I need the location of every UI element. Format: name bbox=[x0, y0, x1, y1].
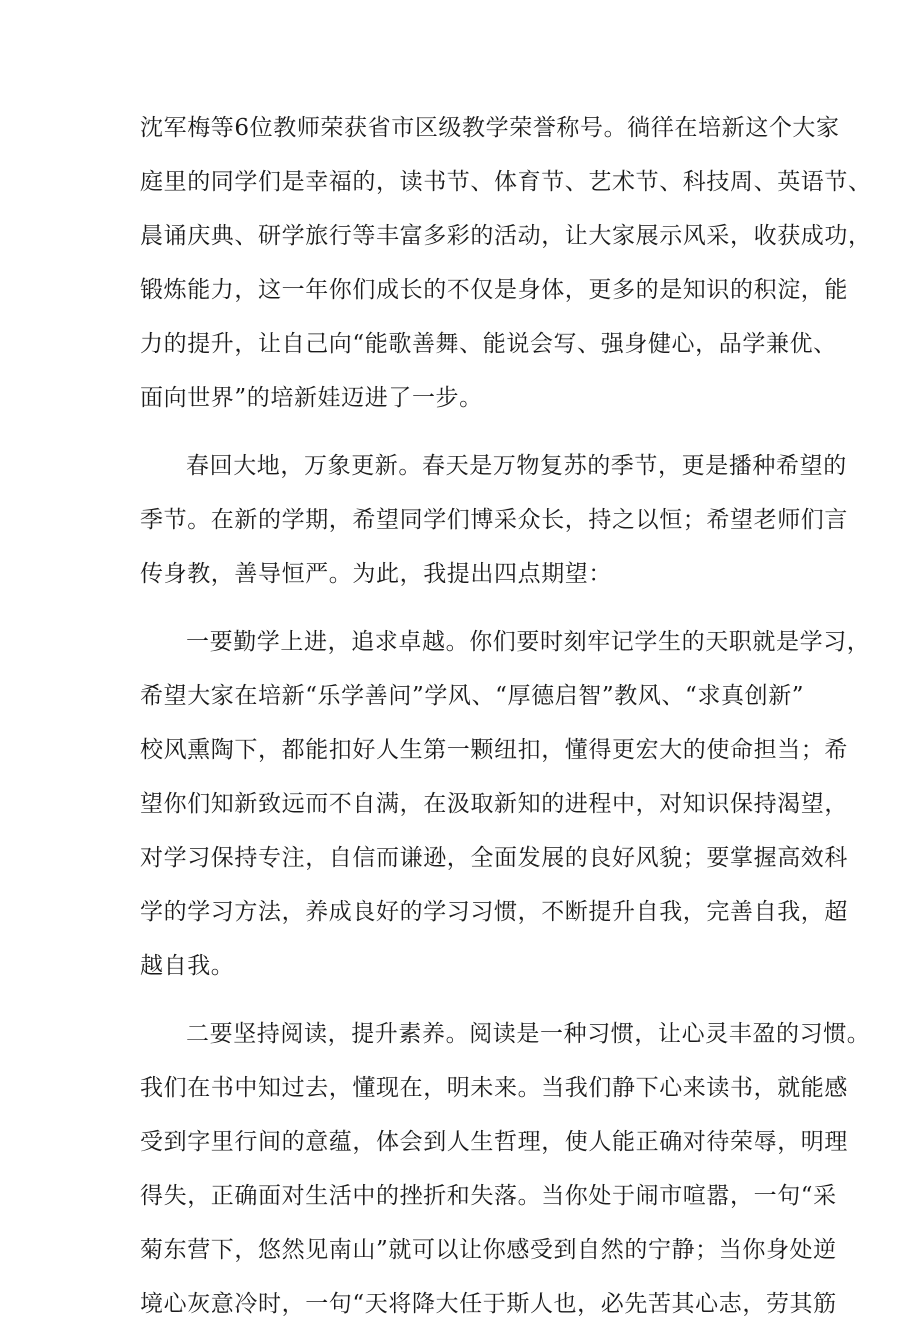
text-line: 庭里的同学们是幸福的，读书节、体育节、艺术节、科技周、英语节、 bbox=[140, 169, 872, 195]
text-line: 力的提升，让自己向“能歌善舞、能说会写、强身健心，品学兼优、 bbox=[140, 331, 837, 357]
text-line: 我们在书中知过去，懂现在，明未来。当我们静下心来读书，就能感 bbox=[140, 1075, 848, 1101]
text-line: 传身教，善导恒严。为此，我提出四点期望： bbox=[140, 561, 612, 587]
paragraph-first-line: 二要坚持阅读，提升素养。阅读是一种习惯，让心灵丰盈的习惯。 bbox=[186, 1021, 871, 1047]
text-line: 面向世界”的培新娃迈进了一步。 bbox=[140, 385, 483, 411]
text-line: 季节。在新的学期，希望同学们博采众长，持之以恒；希望老师们言 bbox=[140, 507, 848, 533]
text-line: 希望大家在培新“乐学善问”学风、“厚德启智”教风、“求真创新” bbox=[140, 683, 805, 709]
text-line: 校风熏陶下，都能扣好人生第一颗纽扣，懂得更宏大的使命担当；希 bbox=[140, 737, 848, 763]
text-line: 望你们知新致远而不自满，在汲取新知的进程中，对知识保持渴望， bbox=[140, 791, 848, 817]
text-line: 菊东营下，悠然见南山”就可以让你感受到自然的宁静；当你身处逆 bbox=[140, 1237, 837, 1263]
text-line: 境心灰意冷时，一句“天将降大任于斯人也，必先苦其心志，劳其筋 bbox=[140, 1291, 837, 1317]
text-line: 沈军梅等6位教师荣获省市区级教学荣誉称号。徜徉在培新这个大家 bbox=[140, 115, 840, 141]
text-line: 锻炼能力，这一年你们成长的不仅是身体，更多的是知识的积淀，能 bbox=[140, 277, 848, 303]
text-line: 得失，正确面对生活中的挫折和失落。当你处于闹市喧嚣，一句“采 bbox=[140, 1183, 837, 1209]
text-line: 对学习保持专注，自信而谦逊，全面发展的良好风貌；要掌握高效科 bbox=[140, 845, 848, 871]
text-line: 晨诵庆典、研学旅行等丰富多彩的活动，让大家展示风采，收获成功， bbox=[140, 223, 872, 249]
text-line: 学的学习方法，养成良好的学习习惯，不断提升自我，完善自我，超 bbox=[140, 899, 848, 925]
paragraph-first-line: 一要勤学上进，追求卓越。你们要时刻牢记学生的天职就是学习， bbox=[186, 629, 871, 655]
paragraph-first-line: 春回大地，万象更新。春天是万物复苏的季节，更是播种希望的 bbox=[186, 453, 847, 479]
text-line: 越自我。 bbox=[140, 953, 235, 979]
text-line: 受到字里行间的意蕴，体会到人生哲理，使人能正确对待荣辱，明理 bbox=[140, 1129, 848, 1155]
